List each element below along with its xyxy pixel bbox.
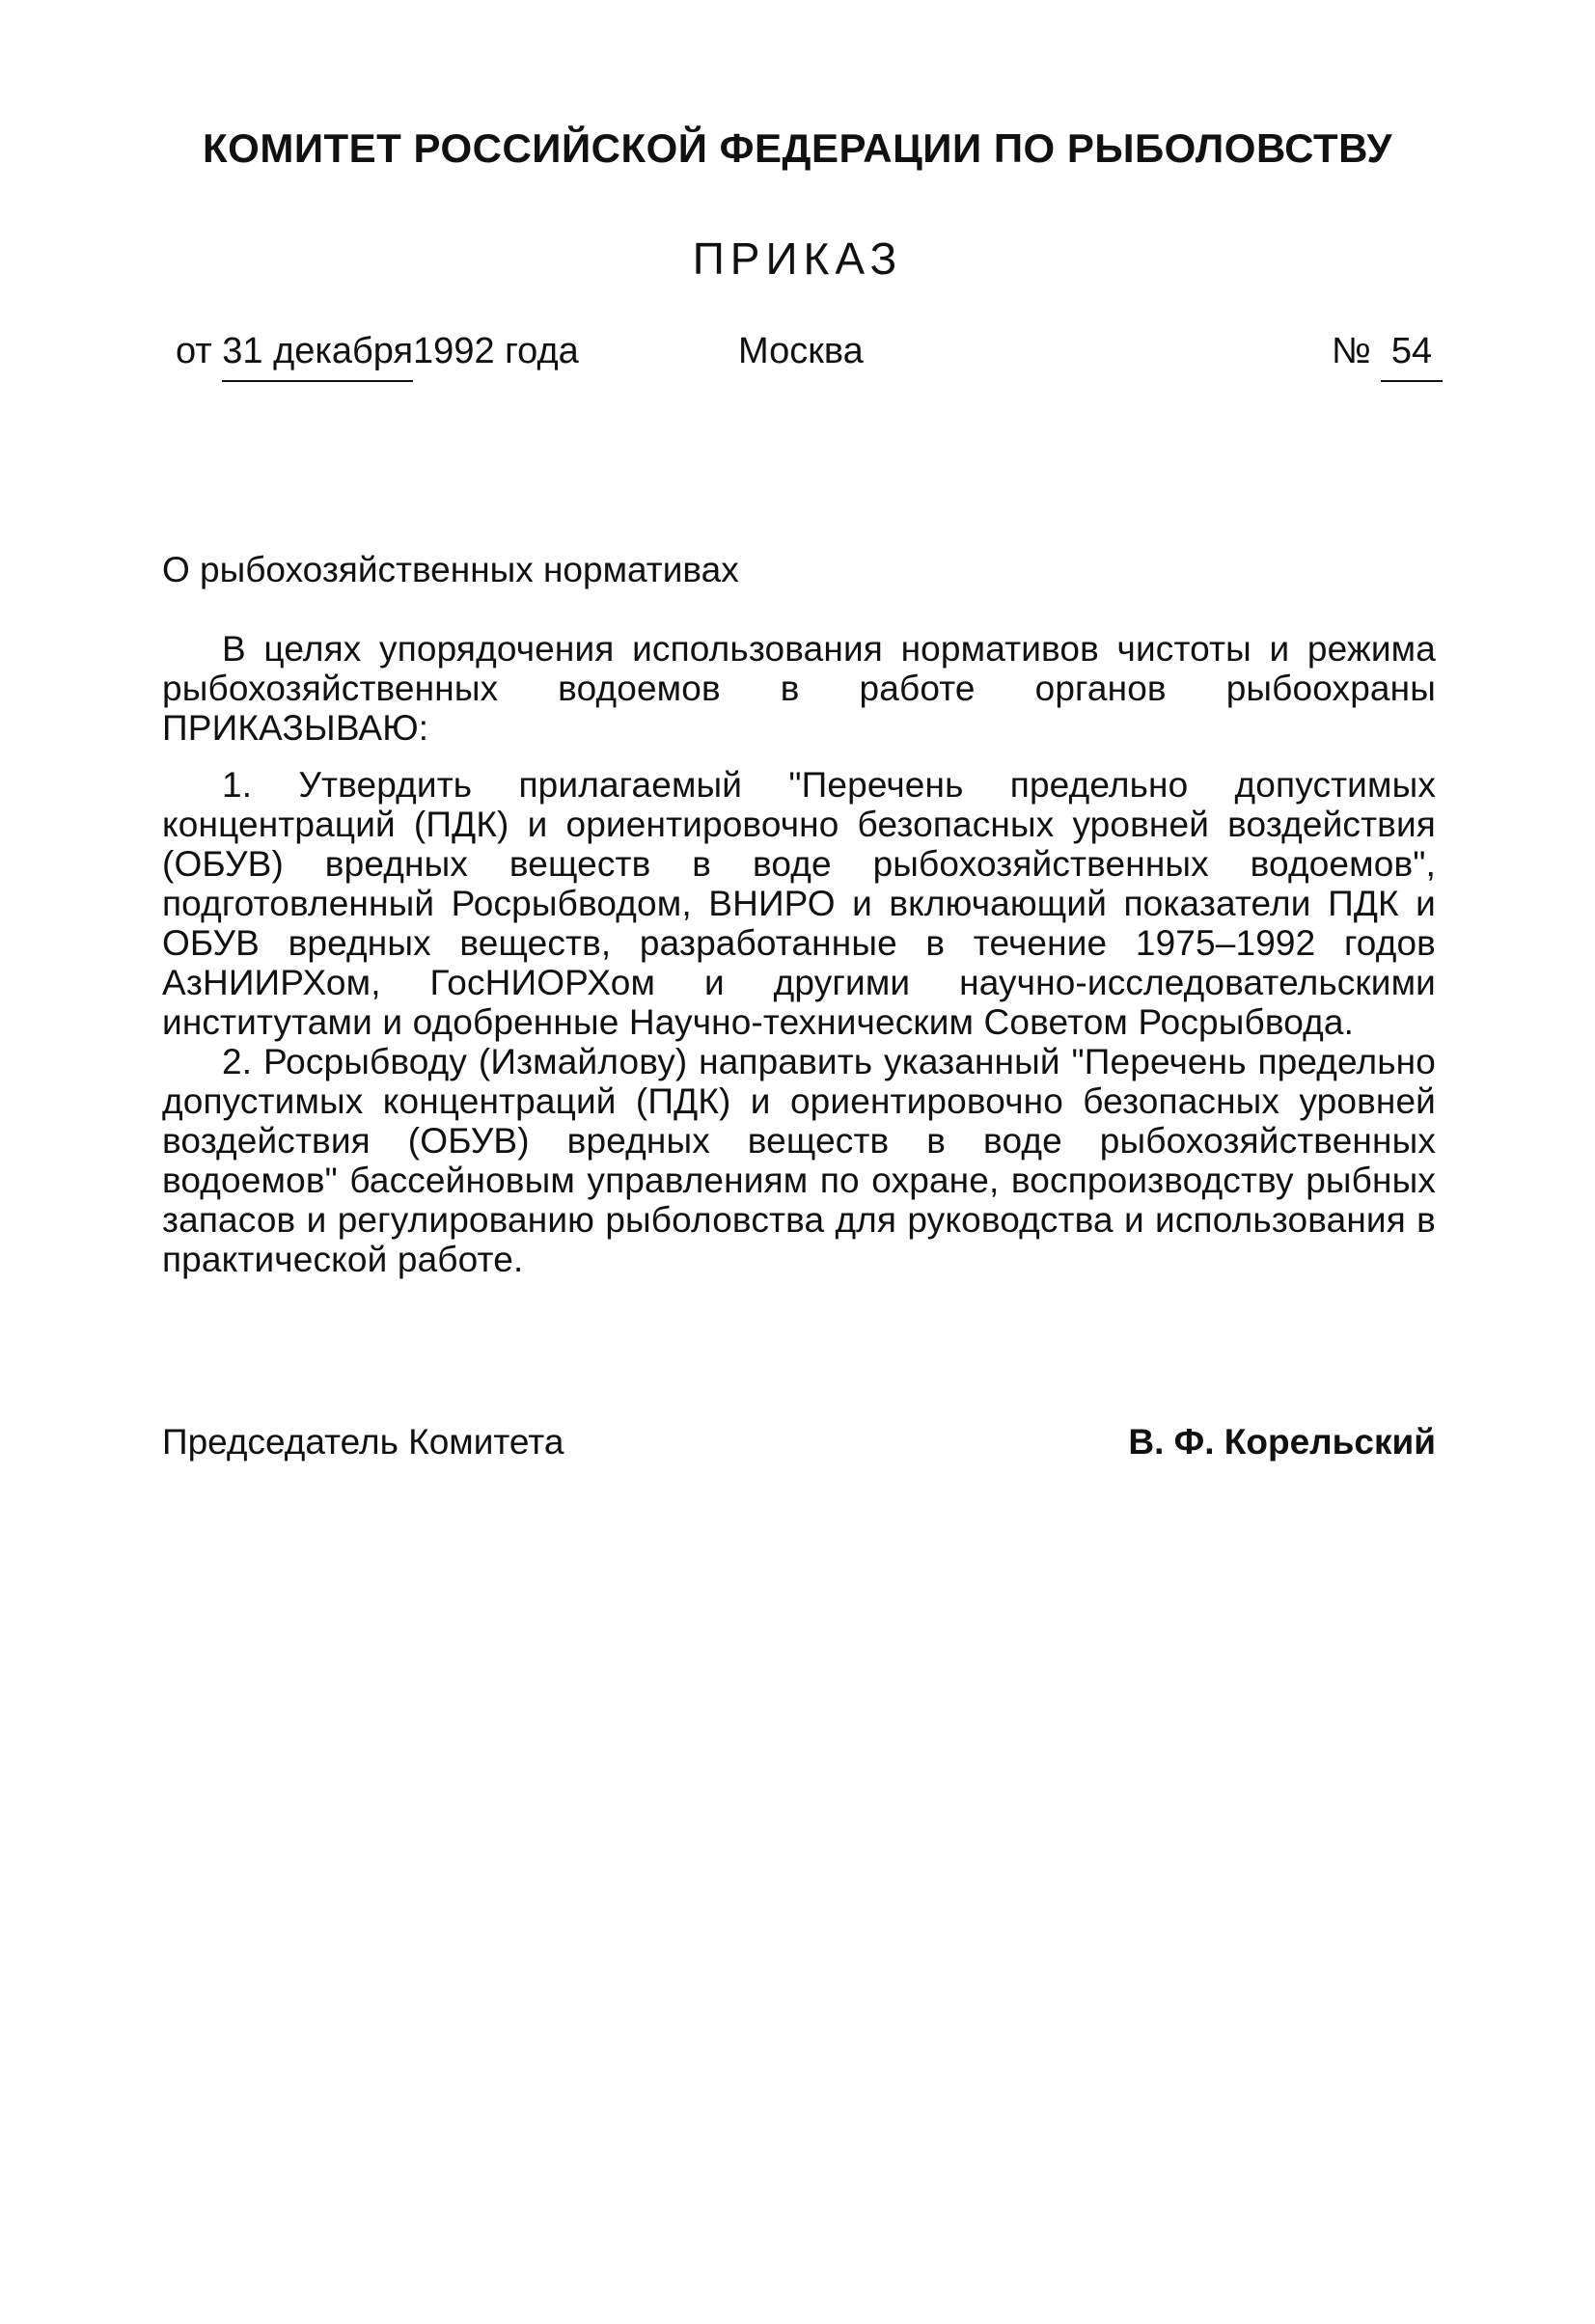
item-2-paragraph: 2. Росрыбводу (Измайлову) направить указанный "Перечень предельно допустимых концентраций (ПДК) и ориентировочно безопасных уровней воздействия (ОБУВ) вредных веществ в воде рыбохозяйственных водоемов" бассейновым управлениям по охране, воспроизводству рыбных запасов и регулированию рыболовства для руководства и использования в практической работе.: [162, 1042, 1436, 1279]
number-value: 54: [1390, 331, 1433, 371]
date-underline: [222, 380, 413, 382]
item-1-paragraph: 1. Утвердить прилагаемый "Перечень предельно допустимых концентраций (ПДК) и ориентировочно безопасных уровней воздействия (ОБУВ) вредных веществ в воде рыбохозяйственных водоемов", подготовленный Росрыбводом, ВНИРО и включающий показатели ПДК и ОБУВ вредных веществ, разработанные в течение 1975–1992 годов АзНИИРХом, ГосНИОРХом и другими научно-исследовательскими институтами и одобренные Научно-техническим Советом Росрыбвода.: [162, 765, 1436, 1042]
document-type-heading: ПРИКАЗ: [692, 233, 903, 284]
preamble-paragraph: В целях упорядочения использования нормативов чистоты и режима рыбохозяйственных водоемов в работе органов рыбоохраны ПРИКАЗЫВАЮ:: [162, 629, 1436, 748]
order-date: [176, 328, 579, 374]
signatory-name: В. Ф. Корельский: [1128, 1422, 1436, 1462]
date-day-month: 31 декабря: [222, 331, 414, 371]
number-underlined: [1381, 328, 1442, 374]
order-city: Москва: [738, 331, 864, 371]
number-underline: [1381, 380, 1442, 382]
order-number: [1332, 328, 1443, 374]
signatory-title: Председатель Комитета: [162, 1422, 564, 1462]
order-subject: О рыбохозяйственных нормативах: [162, 550, 739, 589]
order-body: [162, 629, 1436, 1279]
date-year: 1992 года: [413, 331, 579, 371]
number-label: №: [1332, 331, 1371, 371]
date-prefix: от: [176, 331, 212, 371]
organization-title: КОМИТЕТ РОССИЙСКОЙ ФЕДЕРАЦИИ ПО РЫБОЛОВСТВУ: [203, 125, 1392, 171]
date-underlined: [222, 328, 413, 374]
